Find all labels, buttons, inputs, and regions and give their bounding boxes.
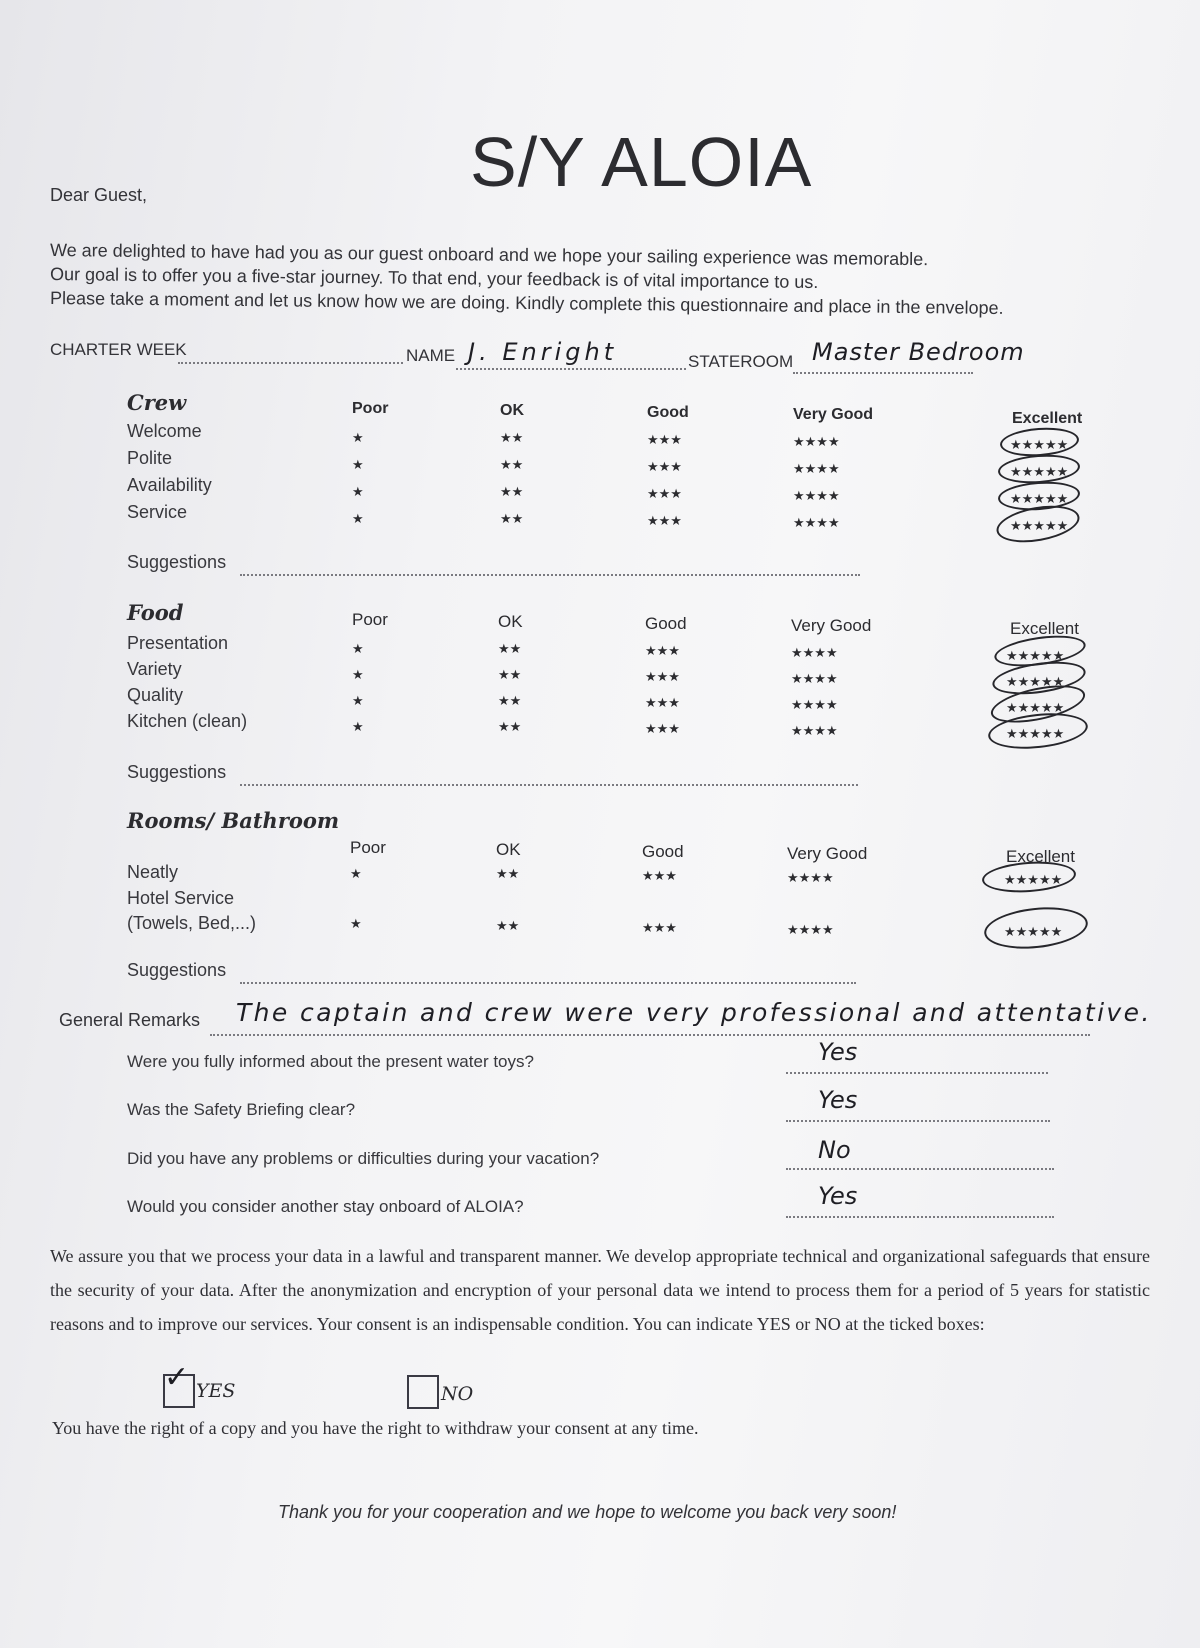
- crew-r1-good[interactable]: ★★★: [647, 432, 682, 447]
- crew-r1-excellent-circle: [999, 425, 1080, 458]
- crew-r3-ok[interactable]: ★★: [500, 484, 524, 499]
- name-value[interactable]: J. Enright: [468, 338, 618, 366]
- rooms-col-header-very-good: Very Good: [787, 844, 868, 863]
- greeting: Dear Guest,: [50, 185, 148, 205]
- intro-line-2: Our goal is to offer you a five-star journey. To that end, your feedback is of vital importance to us.: [49, 264, 819, 293]
- rooms-r2-good[interactable]: ★★★: [642, 920, 677, 935]
- food-r1-very-good[interactable]: ★★★★: [791, 645, 838, 660]
- crew-r1-excellent[interactable]: ★★★★★: [1010, 437, 1069, 452]
- crew-r4-excellent[interactable]: ★★★★★: [1010, 518, 1069, 533]
- food-r1-excellent[interactable]: ★★★★★: [1006, 648, 1065, 663]
- rooms-col-header-excellent: Excellent: [1006, 847, 1075, 866]
- food-r4-poor[interactable]: ★: [352, 719, 364, 734]
- intro-line-1: We are delighted to have had you as our guest onboard and we hope your sailing experience was memorable.: [49, 240, 929, 270]
- stateroom-field-line: [793, 372, 973, 374]
- food-r4-excellent[interactable]: ★★★★★: [1006, 726, 1065, 741]
- rooms-item-hotel-service: Hotel Service: [127, 888, 235, 908]
- food-suggestions-field[interactable]: [240, 784, 858, 786]
- food-item-variety: Variety: [127, 659, 182, 679]
- rooms-r1-very-good[interactable]: ★★★★: [787, 870, 834, 885]
- charter-week-label: CHARTER WEEK: [50, 340, 187, 359]
- closing-message: Thank you for your cooperation and we hope to welcome you back very soon!: [278, 1502, 897, 1522]
- col-header-ok: OK: [500, 402, 524, 419]
- col-header-very-good: Very Good: [793, 406, 874, 423]
- food-r2-very-good[interactable]: ★★★★: [791, 671, 838, 686]
- crew-r4-good[interactable]: ★★★: [647, 513, 682, 528]
- form-title: S/Y ALOIA: [470, 123, 813, 201]
- food-r2-excellent[interactable]: ★★★★★: [1006, 674, 1065, 689]
- crew-item-polite: Polite: [127, 448, 173, 468]
- rooms-r1-excellent-circle: [981, 859, 1077, 895]
- privacy-statement: We assure you that we process your data in a lawful and transparent manner. We develop appropriate technical and organizational safeguards that ensure the security of your data. After the anonymization and encryption of your personal data we intend to process them for a period of 5 years for statistic reasons and to improve our services. Your consent is an indispensable condition. You can indicate YES or NO at the ticked boxes:: [50, 1246, 1150, 1334]
- food-item-presentation: Presentation: [127, 633, 229, 653]
- answer-4-line: [786, 1216, 1054, 1218]
- crew-item-availability: Availability: [127, 475, 212, 495]
- food-col-header-very-good: Very Good: [791, 616, 872, 635]
- crew-r2-excellent-circle: [997, 452, 1081, 486]
- answer-3-line: [786, 1168, 1054, 1170]
- crew-r3-excellent[interactable]: ★★★★★: [1010, 491, 1069, 506]
- col-header-excellent: Excellent: [1012, 410, 1083, 427]
- food-r1-ok[interactable]: ★★: [498, 641, 522, 656]
- charter-week-field[interactable]: [178, 362, 403, 364]
- crew-item-welcome: Welcome: [127, 421, 202, 441]
- crew-r3-good[interactable]: ★★★: [647, 486, 682, 501]
- general-remarks-line: [210, 1034, 1090, 1036]
- crew-r3-poor[interactable]: ★: [352, 484, 364, 499]
- consent-no-label: NO: [441, 1383, 474, 1405]
- stateroom-label: STATEROOM: [688, 352, 794, 371]
- crew-r2-good[interactable]: ★★★: [647, 459, 682, 474]
- rooms-r1-ok[interactable]: ★★: [496, 866, 520, 881]
- rooms-r2-excellent-circle: [982, 903, 1090, 954]
- general-remarks-label: General Remarks: [59, 1010, 201, 1030]
- intro-line-3: Please take a moment and let us know how we are doing. Kindly complete this questionnaire and place in the envelope.: [49, 288, 1004, 318]
- answer-4[interactable]: Yes: [818, 1182, 858, 1210]
- food-r2-ok[interactable]: ★★: [498, 667, 522, 682]
- question-3: Did you have any problems or difficulties during your vacation?: [127, 1149, 600, 1168]
- food-r2-poor[interactable]: ★: [352, 667, 364, 682]
- question-2: Was the Safety Briefing clear?: [127, 1100, 356, 1119]
- answer-3[interactable]: No: [818, 1136, 851, 1164]
- crew-r2-ok[interactable]: ★★: [500, 457, 524, 472]
- rooms-r1-excellent[interactable]: ★★★★★: [1004, 872, 1063, 887]
- question-4: Would you consider another stay onboard of ALOIA?: [127, 1197, 524, 1216]
- crew-suggestions-field[interactable]: [240, 574, 860, 576]
- check-mark-icon: ✓: [164, 1360, 190, 1395]
- crew-r4-excellent-circle: [994, 500, 1083, 548]
- food-r2-good[interactable]: ★★★: [645, 669, 680, 684]
- food-r3-very-good[interactable]: ★★★★: [791, 697, 838, 712]
- rooms-col-header-good: Good: [642, 842, 684, 861]
- food-r3-ok[interactable]: ★★: [498, 693, 522, 708]
- rooms-col-header-poor: Poor: [350, 838, 386, 857]
- consent-yes-label: YES: [196, 1380, 236, 1402]
- name-field-line: [456, 368, 686, 370]
- answer-1[interactable]: Yes: [818, 1038, 858, 1066]
- crew-r2-very-good[interactable]: ★★★★: [793, 461, 840, 476]
- food-r4-ok[interactable]: ★★: [498, 719, 522, 734]
- name-label: NAME: [406, 346, 456, 365]
- section-title-crew: Crew: [127, 390, 187, 415]
- rooms-r2-very-good[interactable]: ★★★★: [787, 922, 834, 937]
- rooms-suggestions-field[interactable]: [240, 982, 856, 984]
- rooms-item-towels: (Towels, Bed,...): [127, 913, 257, 933]
- crew-r4-very-good[interactable]: ★★★★: [793, 515, 840, 530]
- answer-1-line: [786, 1072, 1048, 1074]
- rights-statement: You have the right of a copy and you have the right to withdraw your consent at any time.: [52, 1418, 699, 1438]
- stateroom-value[interactable]: Master Bedroom: [812, 338, 1025, 366]
- food-col-header-poor: Poor: [352, 610, 388, 629]
- rooms-r2-excellent[interactable]: ★★★★★: [1004, 924, 1063, 939]
- food-r4-very-good[interactable]: ★★★★: [791, 723, 838, 738]
- rooms-r2-poor[interactable]: ★: [350, 916, 362, 931]
- crew-r4-poor[interactable]: ★: [352, 511, 364, 526]
- crew-r1-very-good[interactable]: ★★★★: [793, 434, 840, 449]
- answer-2-line: [786, 1120, 1050, 1122]
- crew-r3-very-good[interactable]: ★★★★: [793, 488, 840, 503]
- general-remarks-value[interactable]: The captain and crew were very professional and attentative.: [236, 998, 1152, 1027]
- food-col-header-ok: OK: [498, 612, 523, 631]
- food-item-quality: Quality: [127, 685, 184, 705]
- food-r1-good[interactable]: ★★★: [645, 643, 680, 658]
- crew-r1-poor[interactable]: ★: [352, 430, 364, 445]
- rooms-item-neatly: Neatly: [127, 862, 179, 882]
- crew-suggestions-label: Suggestions: [127, 552, 227, 572]
- rooms-r2-ok[interactable]: ★★: [496, 918, 520, 933]
- rooms-r1-poor[interactable]: ★: [350, 866, 362, 881]
- rooms-r1-good[interactable]: ★★★: [642, 868, 677, 883]
- food-col-header-excellent: Excellent: [1010, 619, 1079, 638]
- food-r3-poor[interactable]: ★: [352, 693, 364, 708]
- crew-item-service: Service: [127, 502, 188, 522]
- food-r1-poor[interactable]: ★: [352, 641, 364, 656]
- food-r4-good[interactable]: ★★★: [645, 721, 680, 736]
- answer-2[interactable]: Yes: [818, 1086, 858, 1114]
- rooms-col-header-ok: OK: [496, 840, 521, 859]
- food-col-header-good: Good: [645, 614, 687, 633]
- col-header-good: Good: [647, 404, 689, 421]
- consent-no-checkbox[interactable]: [407, 1375, 439, 1409]
- food-suggestions-label: Suggestions: [127, 762, 227, 782]
- food-r3-good[interactable]: ★★★: [645, 695, 680, 710]
- food-r3-excellent[interactable]: ★★★★★: [1006, 700, 1065, 715]
- question-1: Were you fully informed about the present water toys?: [127, 1052, 534, 1071]
- crew-r4-ok[interactable]: ★★: [500, 511, 524, 526]
- crew-r2-poor[interactable]: ★: [352, 457, 364, 472]
- rooms-suggestions-label: Suggestions: [127, 960, 227, 980]
- section-title-food: Food: [127, 600, 184, 625]
- section-title-rooms: Rooms/ Bathroom: [127, 808, 340, 833]
- food-item-kitchen: Kitchen (clean): [127, 711, 248, 731]
- crew-r1-ok[interactable]: ★★: [500, 430, 524, 445]
- crew-r2-excellent[interactable]: ★★★★★: [1010, 464, 1069, 479]
- col-header-poor: Poor: [352, 400, 389, 417]
